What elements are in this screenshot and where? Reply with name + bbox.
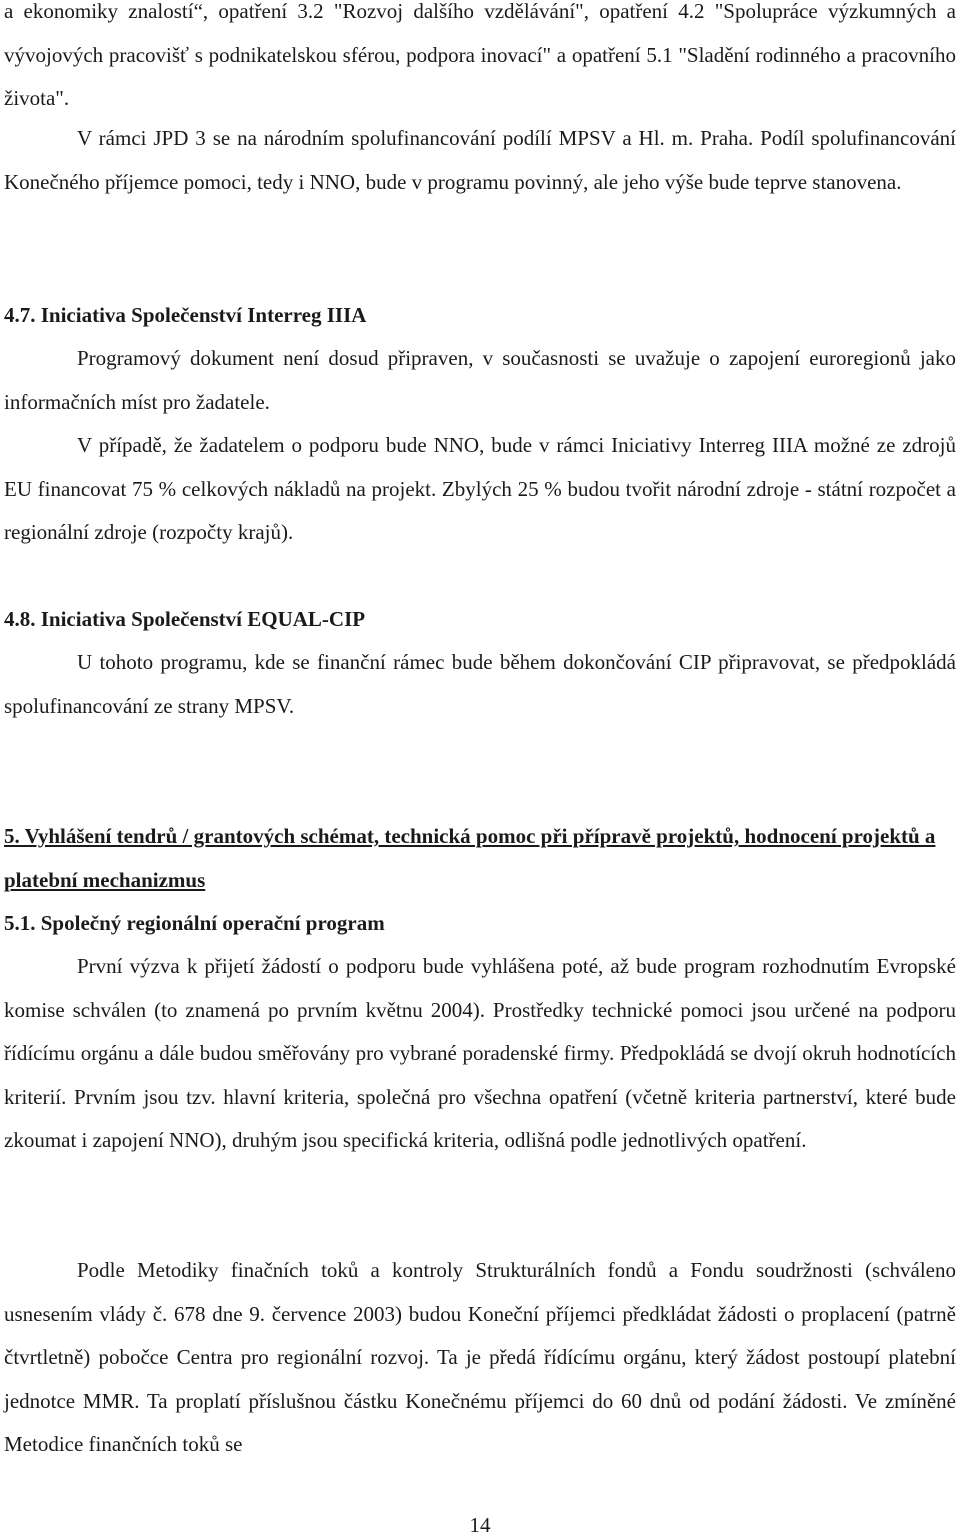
paragraph-interreg-financing: V případě, že žadatelem o podporu bude NNO, bude v rámci Iniciativy Interreg IIIA možné ze zdrojů EU financovat 75 % celkových nákladů na projekt. Zbylých 25 % budou tvořit národní zdroje - státní rozpočet a regionální zdroje (rozpočty krajů). [4,433,956,544]
paragraph-interreg-document: Programový dokument není dosud připraven, v současnosti se uvažuje o zapojení euroregionů jako informačních míst pro žadatele. [4,346,956,414]
paragraph-equal-cofinancing: U tohoto programu, kde se finanční rámec bude během dokončování CIP připravovat, se předpokládá spolufinancování ze strany MPSV. [4,650,956,718]
heading-5-1-srop: 5.1. Společný regionální operační program [4,911,385,935]
heading-4-7-interreg: 4.7. Iniciativa Společenství Interreg IIIA [4,303,367,327]
paragraph-jpd-cofinancing: V rámci JPD 3 se na národním spolufinancování podílí MPSV a Hl. m. Praha. Podíl spolufinancování Konečného příjemce pomoci, tedy i NNO, bude v programu povinný, ale jeho výše bude teprve stanovena. [4,126,956,194]
paragraph-intro: a ekonomiky znalostí“, opatření 3.2 "Rozvoj dalšího vzdělávání", opatření 4.2 "Spolupráce výzkumných a vývojových pracovišť s podnikatelskou sférou, podpora inovací" a opatření 5.1 "Sladění rodinného a pracovního života". [4,0,956,110]
paragraph-srop-financial-flows: Podle Metodiky finačních toků a kontroly Strukturálních fondů a Fondu soudržnosti (schváleno usnesením vlády č. 678 dne 9. července 2003) budou Koneční příjemci předkládat žádosti o proplacení (patrně čtvrtletně) pobočce Centra pro regionální rozvoj. Ta je předá řídícímu orgánu, který žádost postoupí platební jednotce MMR. Ta proplatí příslušnou částku Konečnému příjemci do 60 dnů od podání žádosti. Ve zmíněné Metodice finančních toků se [4,1258,956,1456]
page-number: 14 [469,1513,491,1537]
heading-5-tenders: 5. Vyhlášení tendrů / grantových schémat, technická pomoc při přípravě projektů, hodnocení projektů a platební mechanizmus [4,824,936,892]
paragraph-srop-first-call: První výzva k přijetí žádostí o podporu bude vyhlášena poté, až bude program rozhodnutím Evropské komise schválen (to znamená po prvním květnu 2004). Prostředky technické pomoci jsou určené na podporu řídícímu orgánu a dále budou směřovány pro vybrané poradenské firmy. Předpokládá se dvojí okruh hodnotících kriterií. Prvním jsou tzv. hlavní kriteria, společná pro všechna opatření (včetně kriteria partnerství, které bude zkoumat i zapojení NNO), druhým jsou specifická kriteria, odlišná podle jednotlivých opatření. [4,954,956,1152]
heading-4-8-equal: 4.8. Iniciativa Společenství EQUAL-CIP [4,607,366,631]
